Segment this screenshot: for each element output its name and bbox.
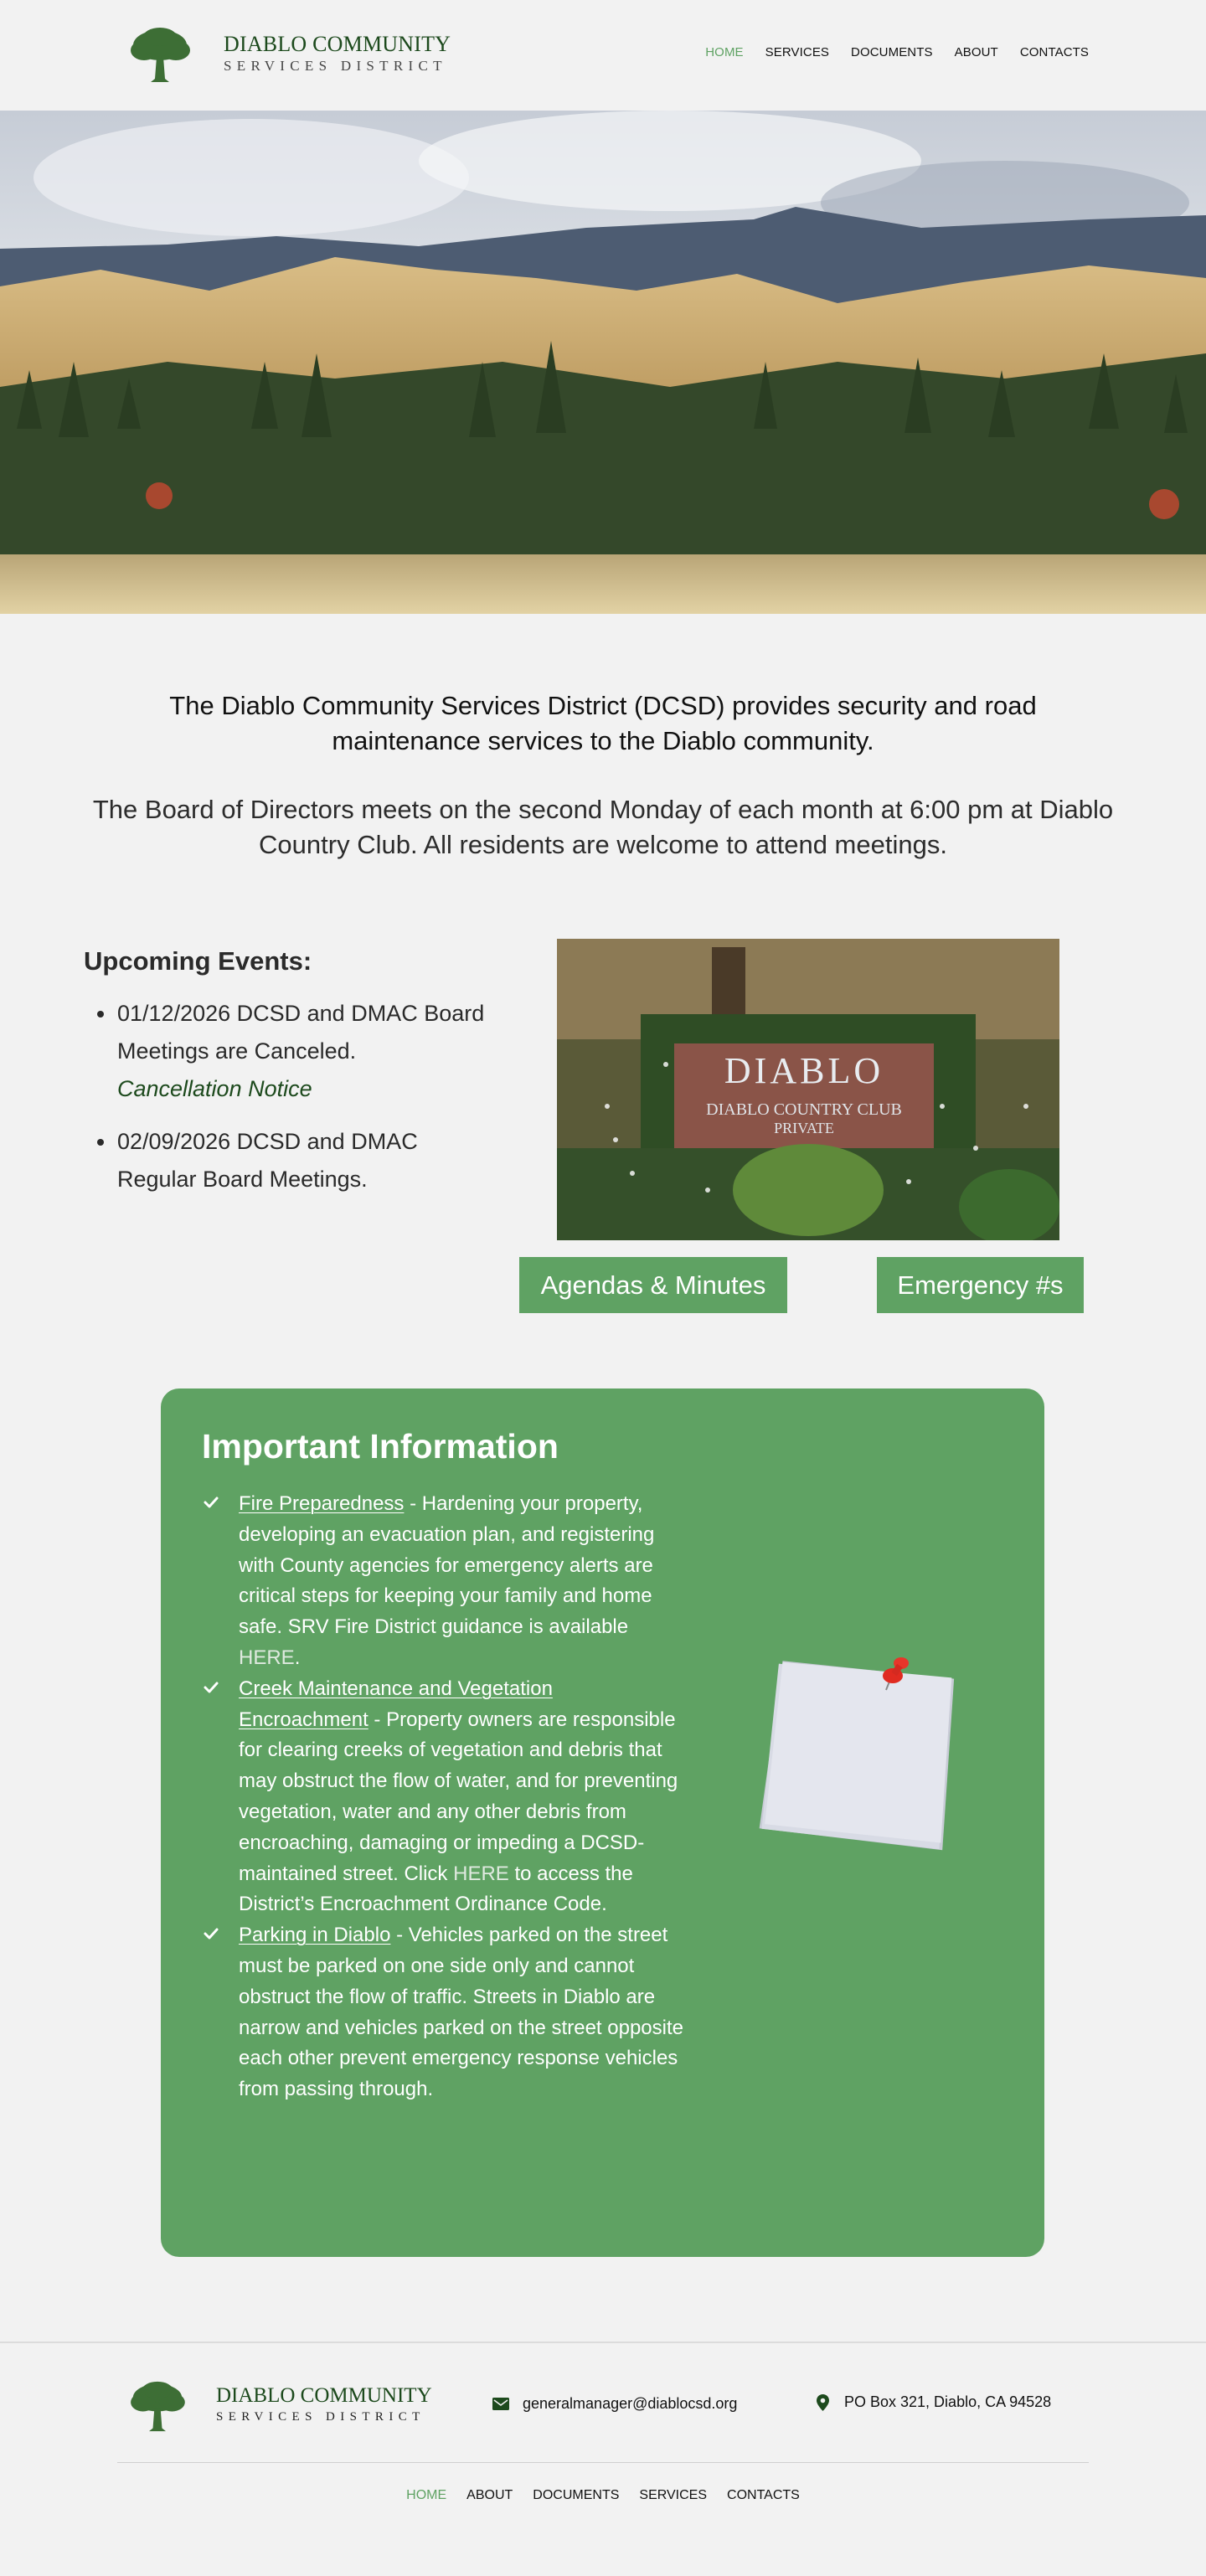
events-heading: Upcoming Events: (84, 946, 312, 976)
parking-link[interactable]: Parking in Diablo (239, 1924, 391, 1947)
footer-address (817, 2393, 1051, 2411)
event-item (117, 1123, 486, 1198)
info-heading: Important Information (202, 1427, 559, 1466)
footer-nav-about[interactable]: ABOUT (466, 2488, 513, 2502)
footer-nav-contacts[interactable]: CONTACTS (727, 2488, 800, 2502)
checkmark-icon (203, 1679, 219, 1696)
cancellation-notice-link[interactable]: Cancellation Notice (117, 1076, 312, 1101)
encroachment-code-here-link[interactable]: HERE (453, 1862, 509, 1885)
logo-line1: DIABLO COMMUNITY (224, 32, 451, 56)
event-text: 01/12/2026 DCSD and DMAC Board Meetings are Canceled. (117, 1001, 485, 1064)
info-text: to access the District’s Encroachment Ordinance Code. (239, 1862, 633, 1916)
main-nav (683, 45, 1089, 59)
info-text: . (294, 1646, 301, 1669)
footer-logo[interactable] (127, 2381, 432, 2437)
info-item-parking (201, 1920, 687, 2105)
site-header (0, 0, 1206, 111)
location-pin-icon (817, 2394, 829, 2411)
info-item-fire (201, 1489, 687, 1674)
footer-nav-documents[interactable]: DOCUMENTS (533, 2488, 620, 2502)
footer-divider (117, 2462, 1089, 2463)
oak-tree-icon (127, 2381, 188, 2433)
info-item-creek (201, 1674, 687, 1920)
site-logo[interactable] (127, 27, 451, 84)
events-list (117, 995, 486, 1213)
footer-logo-line2: SERVICES DISTRICT (216, 2410, 425, 2424)
footer-nav-services[interactable]: SERVICES (639, 2488, 708, 2502)
fire-preparedness-link[interactable]: Fire Preparedness (239, 1492, 405, 1515)
envelope-icon (492, 2398, 509, 2410)
country-club-sign-photo (557, 939, 1059, 1240)
important-information-panel (161, 1388, 1044, 2257)
landscape-illustration (0, 111, 1206, 614)
nav-documents[interactable]: DOCUMENTS (851, 45, 933, 59)
logo-line2: SERVICES DISTRICT (224, 58, 447, 74)
event-text: 02/09/2026 DCSD and DMAC Regular Board Meetings. (117, 1129, 418, 1192)
fire-guidance-here-link[interactable]: HERE (239, 1646, 295, 1669)
logo-text (224, 32, 451, 75)
nav-services[interactable]: SERVICES (765, 45, 830, 59)
pinned-note-icon (755, 1648, 973, 1866)
footer-nav-home[interactable]: HOME (406, 2488, 447, 2502)
nav-contacts[interactable]: CONTACTS (1019, 45, 1089, 59)
svg-text:DIABLO COUNTRY CLUB: DIABLO COUNTRY CLUB (706, 1100, 902, 1119)
intro-statement: The Diablo Community Services District (DCSD) provides security and road maintenance services to the Diablo community. (169, 691, 1037, 755)
nav-about[interactable]: ABOUT (954, 45, 998, 59)
oak-tree-icon (127, 27, 193, 84)
nav-home[interactable]: HOME (705, 45, 744, 59)
footer-nav (0, 2488, 1206, 2503)
meeting-info: The Board of Directors meets on the second Monday of each month at 6:00 pm at Diablo Country Club. All residents are welcome to attend meetings. (92, 795, 1114, 859)
hero-image (0, 111, 1206, 614)
info-list (201, 1489, 687, 2105)
address-text: PO Box 321, Diablo, CA 94528 (844, 2393, 1052, 2410)
creek-maintenance-link[interactable]: Creek Maintenance and Vegetation Encroachment (239, 1677, 553, 1731)
checkmark-icon (203, 1494, 219, 1511)
email-link[interactable]: generalmanager@diablocsd.org (523, 2395, 738, 2412)
info-text: - Vehicles parked on the street must be parked on one side only and cannot obstruct the flow of traffic. Streets in Diablo are narrow and vehicles parked on the street opposite each other prevent emergency response vehicles from passing through. (239, 1924, 683, 2101)
club-sign-illustration (557, 939, 1059, 1240)
emergency-numbers-button[interactable]: Emergency #s (877, 1257, 1084, 1313)
footer-email (492, 2395, 737, 2413)
footer-logo-text (216, 2384, 432, 2426)
footer-top-border (0, 2342, 1206, 2343)
agendas-minutes-button[interactable]: Agendas & Minutes (519, 1257, 787, 1313)
checkmark-icon (203, 1925, 219, 1942)
svg-text:PRIVATE: PRIVATE (774, 1120, 834, 1136)
event-item (117, 995, 486, 1108)
footer-logo-line1: DIABLO COMMUNITY (216, 2384, 432, 2407)
info-text: - Hardening your property, developing an evacuation plan, and registering with County agencies for emergency alerts are critical steps for keeping your family and home safe. SRV Fire District guidance is available (239, 1492, 655, 1639)
svg-text:DIABLO: DIABLO (724, 1050, 884, 1091)
info-text: - Property owners are responsible for clearing creeks of vegetation and debris that may obstruct the flow of water, and for preventing vegetation, water and any other debris from encroaching, damaging or impeding a DCSD-maintained street. Click (239, 1708, 678, 1885)
